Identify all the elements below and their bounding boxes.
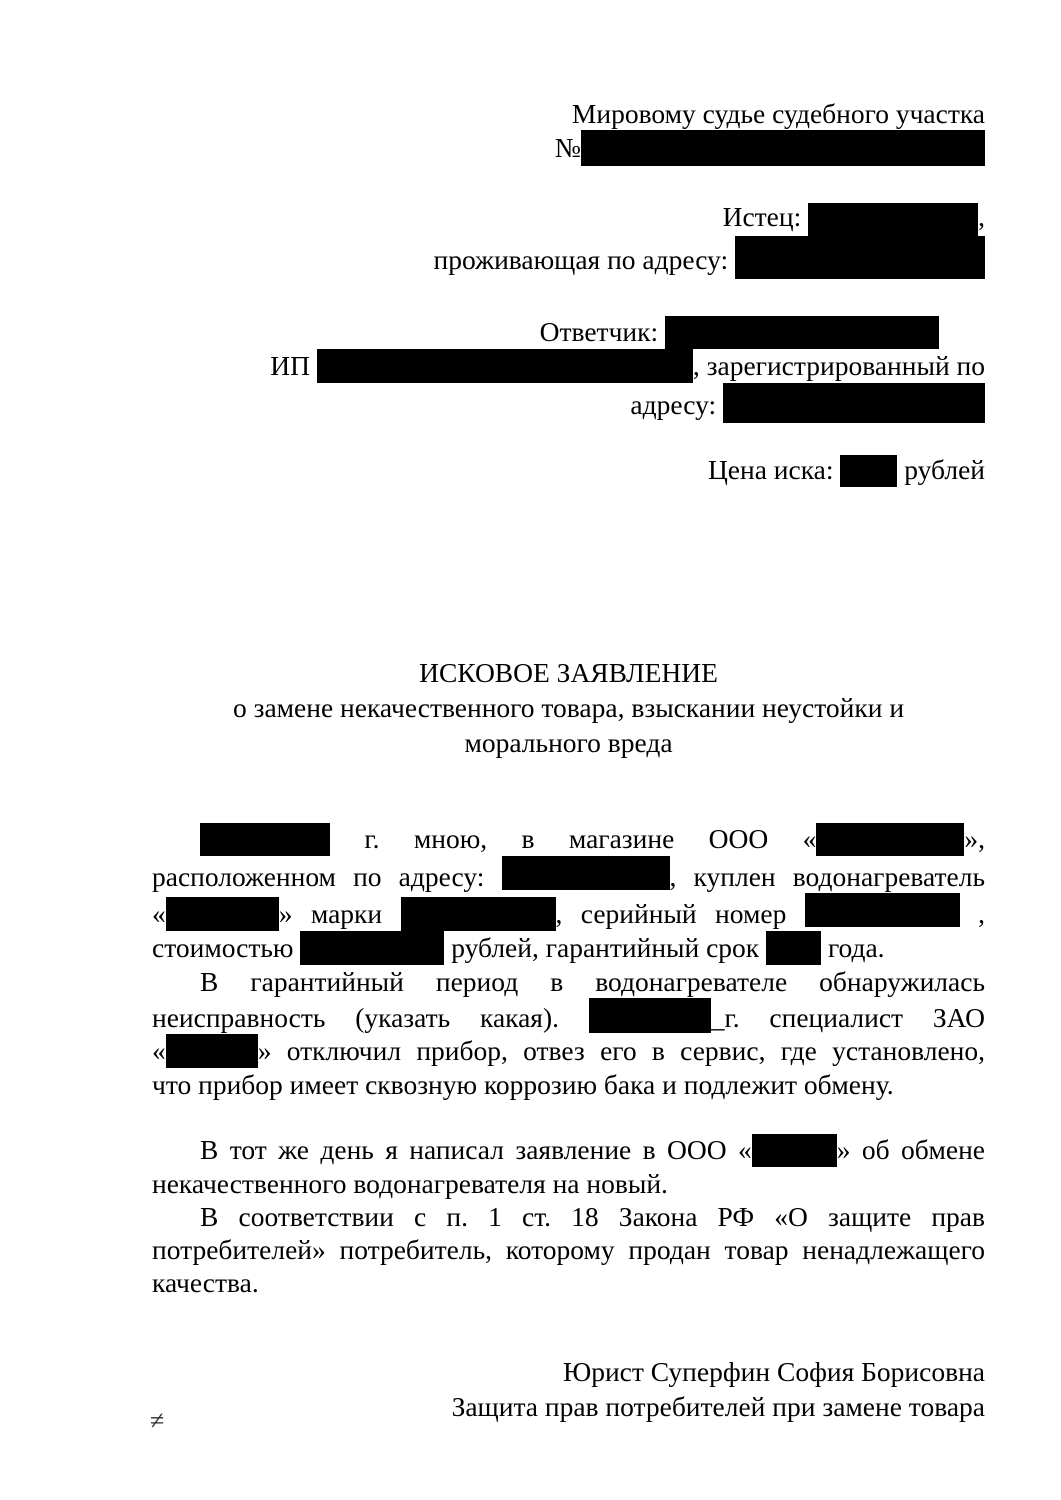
spacer: [152, 279, 985, 315]
redacted-warranty-term: [766, 931, 821, 965]
redacted-claim-price: [840, 455, 897, 487]
body-text: В тот же день я написал заявление в ООО «: [200, 1134, 752, 1165]
body-text: «: [152, 1035, 166, 1066]
body-text: , серийный номер: [555, 898, 787, 929]
body-text: некачественного водонагревателя на новый.: [152, 1168, 668, 1199]
body-p4-line1: [152, 1200, 985, 1233]
body-text: , куплен водонагреватель: [669, 861, 986, 892]
court-number-prefix: №: [554, 132, 581, 163]
redacted-shop-name: [816, 823, 964, 856]
signature-role-line: Защита прав потребителей при замене товара: [451, 1391, 985, 1422]
defendant-registered-text: , зарегистрированный по: [692, 350, 985, 381]
redacted-heater-name: [166, 897, 279, 931]
spacer: [152, 487, 985, 655]
spacer: [152, 760, 985, 822]
redacted-plaintiff-address: [735, 236, 985, 279]
document-subtitle-line2: морального вреда: [464, 727, 673, 758]
document-title: ИСКОВОЕ ЗАЯВЛЕНИЕ: [419, 657, 718, 688]
defendant-address-label: адресу:: [630, 389, 717, 420]
body-text: » отключил прибор, отвез его в сервис, где установлено,: [257, 1035, 985, 1066]
redacted-plaintiff-name: [808, 203, 978, 236]
body-p4-line3: [152, 1266, 985, 1299]
redacted-ip-name: [317, 349, 693, 383]
redacted-price: [300, 931, 444, 965]
court-header-line: [152, 97, 985, 130]
body-text: _г. специалист ЗАО: [710, 1002, 985, 1033]
plaintiff-address-line: [152, 236, 985, 279]
body-text: стоимостью: [152, 932, 294, 963]
redacted-zao-name: [166, 1034, 258, 1068]
claim-price-suffix: рублей: [904, 454, 985, 485]
body-p2-line3: [152, 1034, 985, 1068]
court-number-line: [152, 130, 985, 166]
document-subtitle-line1: о замене некачественного товара, взыскании неустойки и: [232, 692, 905, 723]
redacted-serial-number: [805, 893, 960, 927]
plaintiff-label: Истец:: [722, 201, 802, 232]
body-p3-line2: [152, 1167, 985, 1200]
redacted-defendant-address: [723, 383, 985, 423]
body-text: года.: [827, 932, 885, 963]
defendant-line: [152, 315, 985, 349]
body-text: » об обмене: [836, 1134, 985, 1165]
defendant-ip-line: [152, 349, 985, 383]
defendant-address-line: [152, 383, 985, 423]
body-text: В соответствии с п. 1 ст. 18 Закона РФ «О защите прав: [200, 1201, 985, 1232]
body-p1-line4: [152, 931, 985, 965]
body-text: что прибор имеет сквозную коррозию бака и подлежит обмену.: [152, 1069, 894, 1100]
body-text: рублей, гарантийный срок: [451, 932, 760, 963]
signature-name-line: Юрист Суперфин София Борисовна: [562, 1356, 985, 1387]
claim-price-label: Цена иска:: [707, 454, 834, 485]
redacted-purchase-date: [200, 823, 330, 856]
body-text: г. мною, в магазине ООО «: [364, 823, 817, 854]
not-equal-symbol: ≠: [150, 1406, 165, 1435]
spacer: [152, 1101, 985, 1133]
redacted-ooo-name: [752, 1134, 837, 1167]
body-p1-line3: [152, 893, 985, 931]
body-p4-line2: [152, 1233, 985, 1266]
defendant-ip-prefix: ИП: [270, 350, 311, 381]
claim-price-line: [152, 453, 985, 487]
body-p2-line4: [152, 1068, 985, 1101]
body-text: расположенном по адресу:: [152, 861, 485, 892]
spacer: [152, 423, 985, 453]
body-text: В гарантийный период в водонагревателе обнаружилась: [200, 966, 985, 997]
plaintiff-comma: ,: [978, 201, 985, 232]
body-text: неисправность (указать какая).: [152, 1002, 559, 1033]
body-text: ,: [978, 898, 985, 929]
plaintiff-address-label: проживающая по адресу:: [433, 244, 729, 275]
redacted-defendant-name: [665, 316, 939, 349]
body-text: потребителей» потребитель, которому продан товар ненадлежащего: [152, 1234, 985, 1265]
body-text: качества.: [152, 1267, 259, 1298]
body-p2-line1: [152, 965, 985, 998]
body-p1-line2: [152, 856, 985, 893]
body-p2-line2: [152, 998, 985, 1034]
plaintiff-line: [152, 200, 985, 236]
redacted-court-number: [581, 130, 985, 166]
body-text: » марки: [278, 898, 383, 929]
body-p3-line1: [152, 1133, 985, 1167]
spacer: [152, 1299, 985, 1354]
body-p1-line1: [152, 822, 985, 856]
redacted-brand: [401, 897, 556, 931]
redacted-shop-address: [502, 856, 670, 890]
body-text: »,: [964, 823, 986, 854]
spacer: [152, 166, 985, 200]
redacted-service-date: [589, 998, 711, 1033]
body-text: «: [152, 898, 166, 929]
defendant-label: Ответчик:: [539, 316, 659, 347]
court-header-text: Мировому судье судебного участка: [571, 98, 985, 129]
